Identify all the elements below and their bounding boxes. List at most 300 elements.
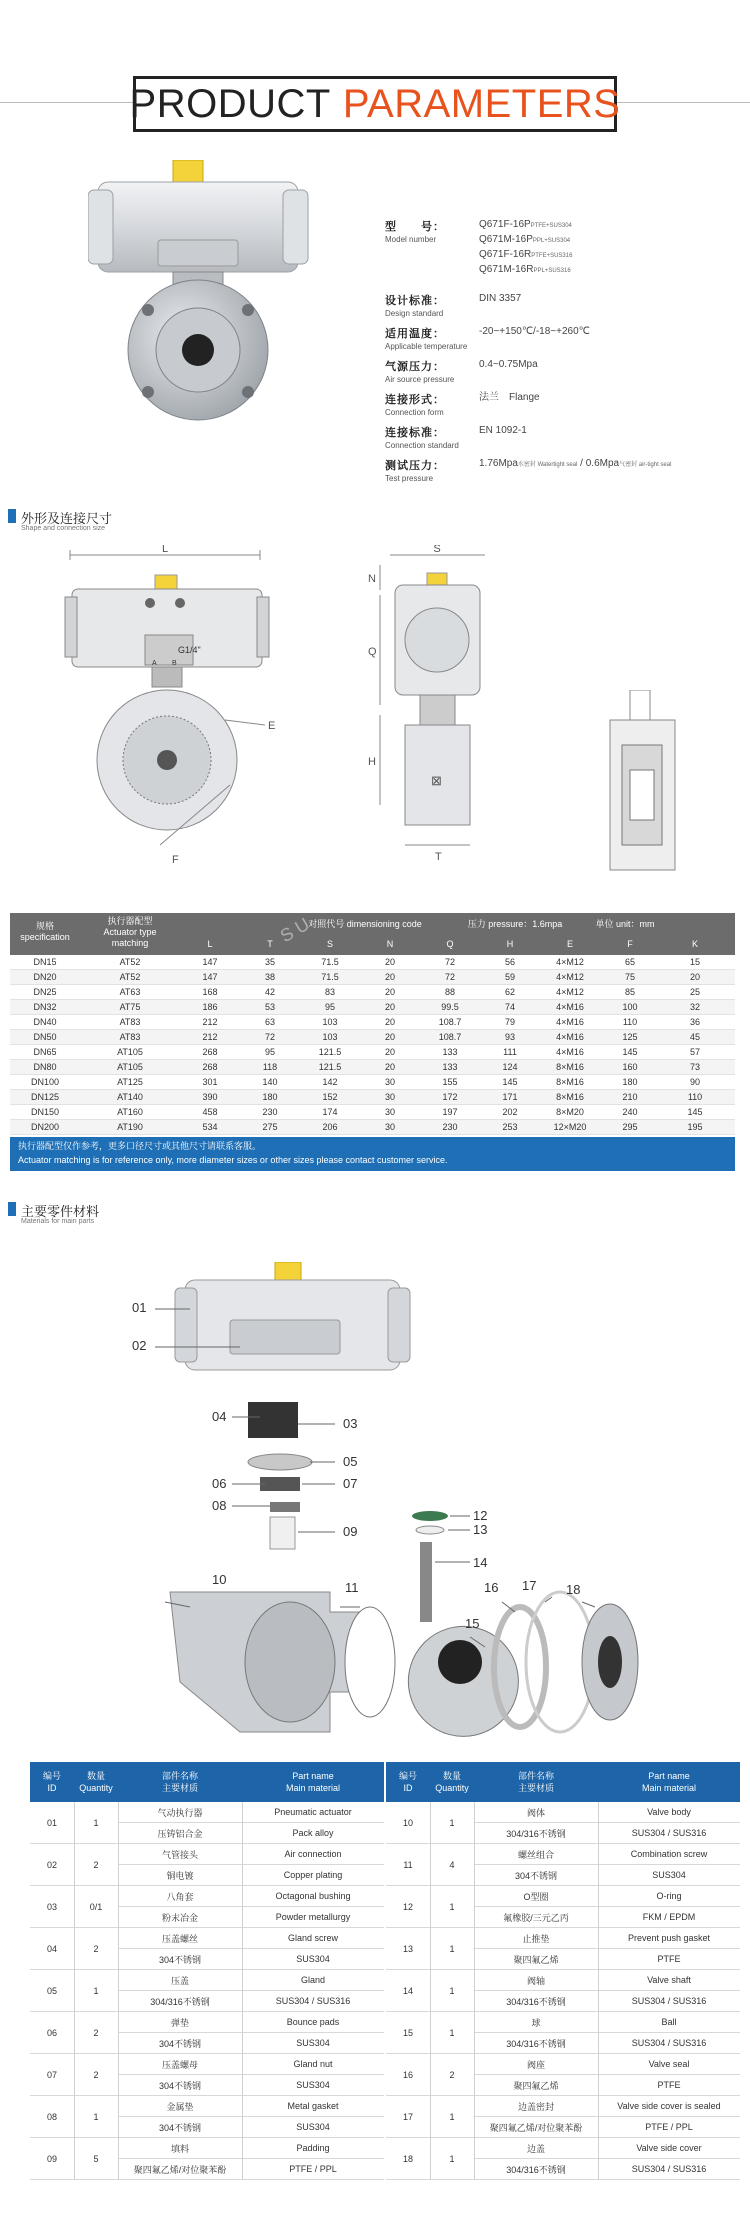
- dims-cell: 4×M16: [556, 1017, 584, 1027]
- header-rule-left: [0, 102, 133, 103]
- dims-cell: 20: [384, 972, 395, 982]
- dims-cell: 152: [322, 1092, 338, 1102]
- parts-header-qty: 数量 Quantity: [79, 1771, 113, 1793]
- part-label-07: 07: [343, 1476, 358, 1491]
- dims-cell: 8×M16: [556, 1092, 584, 1102]
- dims-cell: 100: [622, 1002, 638, 1012]
- part-name-zh: 阀轴: [474, 1970, 598, 1991]
- dims-cell: 275: [262, 1122, 278, 1132]
- part-label-15: 15: [465, 1616, 480, 1631]
- dims-cell: 458: [202, 1107, 218, 1117]
- dims-cell: 30: [384, 1107, 395, 1117]
- part-material-en: Powder metallurgy: [242, 1907, 384, 1928]
- part-material-zh: 304不锈钢: [474, 1865, 598, 1886]
- dims-cell: DN200: [30, 1122, 59, 1132]
- part-id: 09: [30, 2138, 74, 2180]
- part-id: 12: [386, 1886, 430, 1928]
- dims-note-en: Actuator matching is for reference only, more diameter sizes or other sizes please contact customer service.: [18, 1155, 448, 1165]
- part-name-en: Valve side cover: [598, 2138, 740, 2159]
- front-view-drawing: [60, 545, 290, 885]
- part-name-en: Gland nut: [242, 2054, 384, 2075]
- dims-cell: 108.7: [438, 1017, 462, 1027]
- dims-cell: 75: [624, 972, 635, 982]
- part-id: 08: [30, 2096, 74, 2138]
- part-name-en: Air connection: [242, 1844, 384, 1865]
- part-label-01: 01: [132, 1300, 147, 1315]
- dims-h-code: 对照代号 dimensioning code: [308, 919, 422, 929]
- part-material-zh: 聚四氟乙烯: [474, 1949, 598, 1970]
- dims-col-E: E: [566, 939, 573, 949]
- dims-cell: 72: [444, 957, 455, 967]
- part-qty: 4: [430, 1844, 474, 1886]
- part-id: 11: [386, 1844, 430, 1886]
- dims-cell: AT83: [119, 1032, 141, 1042]
- dims-cell: 83: [324, 987, 335, 997]
- product-photo-actuator-valve: [88, 160, 328, 450]
- part-qty: 2: [74, 2012, 118, 2054]
- dims-cell: 72: [264, 1032, 275, 1042]
- dims-cell: 93: [504, 1032, 515, 1042]
- dims-cell: 160: [622, 1062, 638, 1072]
- dims-cell: 71.5: [321, 972, 339, 982]
- dims-cell: 20: [384, 1002, 395, 1012]
- dims-row: [10, 1000, 735, 1015]
- part-id: 10: [386, 1802, 430, 1844]
- dims-cell: 53: [264, 1002, 275, 1012]
- part-material-en: PTFE / PPL: [598, 2117, 740, 2138]
- dims-cell: DN125: [30, 1092, 59, 1102]
- part-material-zh: 304不锈钢: [118, 2033, 242, 2054]
- part-qty: 1: [430, 2096, 474, 2138]
- part-name-zh: 弹垫: [118, 2012, 242, 2033]
- part-name-en: Valve seal: [598, 2054, 740, 2075]
- part-label-12: 12: [473, 1508, 488, 1523]
- part-material-zh: 304/316不锈钢: [118, 1991, 242, 2012]
- part-name-zh: 八角套: [118, 1886, 242, 1907]
- part-material-zh: 聚四氟乙烯/对位聚苯酚: [474, 2117, 598, 2138]
- dims-cell: 180: [622, 1077, 638, 1087]
- dims-row: [10, 955, 735, 970]
- part-name-en: Prevent push gasket: [598, 1928, 740, 1949]
- dims-cell: 301: [202, 1077, 218, 1087]
- svg-text:T: T: [435, 851, 442, 863]
- dims-cell: AT190: [117, 1122, 143, 1132]
- part-qty: 2: [74, 1844, 118, 1886]
- dims-cell: AT52: [119, 972, 141, 982]
- part-name-en: Octagonal bushing: [242, 1886, 384, 1907]
- title-word-product: PRODUCT: [129, 81, 331, 126]
- part-qty: 1: [430, 2012, 474, 2054]
- dims-cell: 42: [264, 987, 275, 997]
- svg-text:F: F: [172, 854, 179, 866]
- dims-cell: 88: [444, 987, 455, 997]
- part-qty: 1: [430, 2138, 474, 2180]
- part-qty: 0/1: [74, 1886, 118, 1928]
- part-label-17: 17: [522, 1578, 537, 1593]
- part-material-en: PTFE / PPL: [242, 2159, 384, 2180]
- svg-text:E: E: [268, 720, 276, 732]
- dims-cell: 230: [442, 1122, 458, 1132]
- spec-model: 型 号： Model number Q671F-16PPTFE+SUS304 Q671M-16PPPL+SUS304 Q671F-16RPTFE+SUS316 Q671M-16RPPL+SUS316: [385, 219, 573, 275]
- part-qty: 1: [430, 1886, 474, 1928]
- dims-row: [10, 1090, 735, 1105]
- dims-cell: 133: [442, 1047, 458, 1057]
- dims-h-actuator: 执行器配型 Actuator type matching: [103, 916, 157, 948]
- dims-cell: 20: [384, 1032, 395, 1042]
- part-id: 13: [386, 1928, 430, 1970]
- dims-cell: 36: [689, 1017, 700, 1027]
- part-name-zh: 止推垫: [474, 1928, 598, 1949]
- parts-header-id: 编号 ID: [398, 1771, 417, 1793]
- dims-cell: 210: [622, 1092, 638, 1102]
- dims-col-F: F: [627, 939, 633, 949]
- dims-row: [10, 1045, 735, 1060]
- part-material-en: SUS304 / SUS316: [598, 2159, 740, 2180]
- dims-cell: 30: [384, 1077, 395, 1087]
- parts-table-header: [386, 1762, 740, 1802]
- dims-cell: 103: [322, 1032, 338, 1042]
- dims-cell: AT75: [119, 1002, 141, 1012]
- side-view-drawing: [365, 545, 515, 895]
- parts-table-divider: [118, 1802, 119, 2180]
- dims-cell: 195: [687, 1122, 703, 1132]
- title-word-parameters: PARAMETERS: [342, 81, 621, 126]
- part-material-zh: 聚四氟乙烯/对位聚苯酚: [118, 2159, 242, 2180]
- dims-cell: 4×M16: [556, 1032, 584, 1042]
- spec-design-standard: 设计标准： Design standard DIN 3357: [385, 293, 522, 318]
- dims-cell: 121.5: [318, 1047, 342, 1057]
- dims-cell: 4×M12: [556, 972, 584, 982]
- parts-header-en: Part name Main material: [285, 1771, 341, 1793]
- spec-test-pressure: 测试压力： Test pressure 1.76Mpa水密封 Watertight seal / 0.6Mpa气密封 air-tight seal: [385, 458, 672, 483]
- part-material-zh: 304/316不锈钢: [474, 2159, 598, 2180]
- dims-cell: DN80: [33, 1062, 57, 1072]
- svg-text:H: H: [368, 756, 376, 768]
- dims-cell: 62: [504, 987, 515, 997]
- dims-cell: 197: [442, 1107, 458, 1117]
- dims-cell: 268: [202, 1062, 218, 1072]
- dims-cell: 118: [262, 1062, 278, 1072]
- dims-cell: 79: [504, 1017, 515, 1027]
- part-name-en: Ball: [598, 2012, 740, 2033]
- parts-table-divider: [598, 1802, 599, 2180]
- part-name-en: Valve shaft: [598, 1970, 740, 1991]
- part-material-en: PTFE: [598, 1949, 740, 1970]
- part-material-zh: 铜电镀: [118, 1865, 242, 1886]
- dims-cell: DN65: [33, 1047, 57, 1057]
- part-material-zh: 304/316不锈钢: [474, 1823, 598, 1844]
- dims-cell: 90: [689, 1077, 700, 1087]
- dims-cell: 30: [384, 1122, 395, 1132]
- part-label-16: 16: [484, 1580, 499, 1595]
- dims-cell: 253: [502, 1122, 518, 1132]
- part-id: 04: [30, 1928, 74, 1970]
- svg-text:G1/4": G1/4": [178, 645, 201, 655]
- dims-cell: 140: [262, 1077, 278, 1087]
- dims-cell: 20: [384, 1047, 395, 1057]
- dims-cell: 20: [384, 957, 395, 967]
- part-id: 05: [30, 1970, 74, 2012]
- spec-connection-form: 连接形式： Connection form 法兰 Flange: [385, 392, 540, 417]
- part-name-zh: 球: [474, 2012, 598, 2033]
- parts-table-divider: [242, 1802, 243, 2180]
- part-name-en: Valve side cover is sealed: [598, 2096, 740, 2117]
- part-name-zh: 金属垫: [118, 2096, 242, 2117]
- part-name-zh: 边盖密封: [474, 2096, 598, 2117]
- dims-cell: 20: [384, 987, 395, 997]
- dims-cell: 20: [384, 1062, 395, 1072]
- dims-cell: 212: [202, 1017, 218, 1027]
- dims-cell: 4×M16: [556, 1047, 584, 1057]
- part-name-zh: 填料: [118, 2138, 242, 2159]
- dims-cell: 4×M16: [556, 1002, 584, 1012]
- part-label-11: 11: [345, 1580, 359, 1595]
- part-name-zh: 阀体: [474, 1802, 598, 1823]
- part-material-zh: 304不锈钢: [118, 2117, 242, 2138]
- dims-cell: 20: [384, 1017, 395, 1027]
- dims-cell: 65: [624, 957, 635, 967]
- part-id: 01: [30, 1802, 74, 1844]
- dims-cell: 4×M12: [556, 957, 584, 967]
- dims-cell: AT52: [119, 957, 141, 967]
- dims-row: [10, 970, 735, 985]
- part-id: 02: [30, 1844, 74, 1886]
- dims-cell: 63: [264, 1017, 275, 1027]
- part-name-zh: 边盖: [474, 2138, 598, 2159]
- dims-cell: 206: [322, 1122, 338, 1132]
- dims-cell: DN150: [30, 1107, 59, 1117]
- dims-cell: 124: [502, 1062, 518, 1072]
- part-label-06: 06: [212, 1476, 227, 1491]
- dims-cell: 180: [262, 1092, 278, 1102]
- dims-cell: 30: [384, 1092, 395, 1102]
- dims-cell: AT160: [117, 1107, 143, 1117]
- dims-cell: 35: [264, 957, 275, 967]
- dims-cell: 390: [202, 1092, 218, 1102]
- dims-note: [10, 1137, 735, 1171]
- dims-cell: 145: [622, 1047, 638, 1057]
- dims-cell: 72: [444, 972, 455, 982]
- parts-header-zh: 部件名称 主要材质: [161, 1771, 198, 1793]
- part-label-02: 02: [132, 1338, 147, 1353]
- dims-cell: 59: [504, 972, 515, 982]
- dims-cell: 95: [324, 1002, 335, 1012]
- dims-cell: 108.7: [438, 1032, 462, 1042]
- dims-table-header: [10, 913, 735, 955]
- dims-cell: AT83: [119, 1017, 141, 1027]
- part-qty: 1: [74, 2096, 118, 2138]
- part-name-zh: 阀座: [474, 2054, 598, 2075]
- part-qty: 1: [430, 1970, 474, 2012]
- dims-cell: 15: [689, 957, 700, 967]
- dims-col-T: T: [267, 939, 273, 949]
- parts-table-divider: [74, 1802, 75, 2180]
- dims-row: [10, 1120, 735, 1135]
- dims-cell: DN100: [30, 1077, 59, 1087]
- dims-cell: 534: [202, 1122, 218, 1132]
- part-name-zh: O型圈: [474, 1886, 598, 1907]
- dims-cell: 171: [502, 1092, 518, 1102]
- dims-h-spec: 规格 specification: [20, 921, 70, 942]
- page-title: [129, 76, 621, 132]
- dims-row: [10, 1075, 735, 1090]
- part-label-13: 13: [473, 1522, 488, 1537]
- dims-row: [10, 1105, 735, 1120]
- spec-air-pressure: 气源压力： Air source pressure 0.4~0.75Mpa: [385, 359, 538, 384]
- dims-cell: 99.5: [441, 1002, 459, 1012]
- dims-cell: 125: [622, 1032, 638, 1042]
- part-id: 06: [30, 2012, 74, 2054]
- svg-text:B: B: [172, 660, 177, 667]
- part-material-en: SUS304: [242, 1949, 384, 1970]
- dims-cell: AT105: [117, 1062, 143, 1072]
- part-material-zh: 压铸铝合金: [118, 1823, 242, 1844]
- part-material-en: SUS304 / SUS316: [598, 2033, 740, 2054]
- parts-table-header: [30, 1762, 384, 1802]
- dims-cell: 56: [504, 957, 515, 967]
- part-material-en: SUS304: [242, 2075, 384, 2096]
- dims-cell: 4×M12: [556, 987, 584, 997]
- dims-cell: 8×M16: [556, 1077, 584, 1087]
- dims-cell: 142: [322, 1077, 338, 1087]
- svg-text:L: L: [161, 545, 169, 555]
- part-material-en: SUS304 / SUS316: [242, 1991, 384, 2012]
- dims-cell: 168: [202, 987, 218, 997]
- part-name-zh: 气动执行器: [118, 1802, 242, 1823]
- dims-cell: AT125: [117, 1077, 143, 1087]
- part-material-zh: 粉末冶金: [118, 1907, 242, 1928]
- part-material-en: Pack alloy: [242, 1823, 384, 1844]
- svg-text:S: S: [433, 545, 441, 555]
- part-name-en: Pneumatic actuator: [242, 1802, 384, 1823]
- dims-col-K: K: [691, 939, 698, 949]
- dims-cell: 38: [264, 972, 275, 982]
- svg-text:A: A: [152, 660, 157, 667]
- section-view-drawing: [600, 690, 690, 875]
- dims-cell: 85: [624, 987, 635, 997]
- dims-row: [10, 1060, 735, 1075]
- part-material-en: Copper plating: [242, 1865, 384, 1886]
- dims-cell: 45: [689, 1032, 700, 1042]
- part-id: 16: [386, 2054, 430, 2096]
- dims-cell: 8×M16: [556, 1062, 584, 1072]
- dims-h-pressure: 压力 pressure：1.6mpa: [467, 919, 563, 929]
- dims-cell: 73: [689, 1062, 700, 1072]
- dims-cell: 121.5: [318, 1062, 342, 1072]
- part-material-zh: 304不锈钢: [118, 1949, 242, 1970]
- part-name-en: Gland: [242, 1970, 384, 1991]
- dims-cell: 57: [689, 1047, 700, 1057]
- part-id: 14: [386, 1970, 430, 2012]
- dims-cell: 240: [622, 1107, 638, 1117]
- part-label-05: 05: [343, 1454, 358, 1469]
- dims-cell: 12×M20: [553, 1122, 587, 1132]
- part-name-en: Valve body: [598, 1802, 740, 1823]
- header-rule-right: [617, 102, 750, 103]
- parts-header-en: Part name Main material: [641, 1771, 697, 1793]
- dims-cell: 133: [442, 1062, 458, 1072]
- parts-header-zh: 部件名称 主要材质: [517, 1771, 554, 1793]
- dims-cell: 25: [689, 987, 700, 997]
- part-qty: 5: [74, 2138, 118, 2180]
- dims-cell: 111: [503, 1047, 517, 1057]
- part-label-10: 10: [212, 1572, 227, 1587]
- dims-row: [10, 1030, 735, 1045]
- part-material-en: SUS304: [242, 2033, 384, 2054]
- part-material-zh: 氟橡胶/三元乙丙: [474, 1907, 598, 1928]
- part-material-zh: 聚四氟乙烯: [474, 2075, 598, 2096]
- dims-cell: 20: [689, 972, 700, 982]
- part-name-en: O-ring: [598, 1886, 740, 1907]
- part-name-zh: 螺丝组合: [474, 1844, 598, 1865]
- part-name-en: Padding: [242, 2138, 384, 2159]
- part-label-18: 18: [566, 1582, 581, 1597]
- part-name-en: Bounce pads: [242, 2012, 384, 2033]
- dims-cell: 212: [202, 1032, 218, 1042]
- dims-cell: DN32: [33, 1002, 57, 1012]
- dims-cell: 174: [322, 1107, 338, 1117]
- dims-cell: 103: [322, 1017, 338, 1027]
- part-material-en: SUS304 / SUS316: [598, 1991, 740, 2012]
- part-material-en: PTFE: [598, 2075, 740, 2096]
- part-id: 18: [386, 2138, 430, 2180]
- part-material-zh: 304/316不锈钢: [474, 1991, 598, 2012]
- part-id: 03: [30, 1886, 74, 1928]
- parts-header-id: 编号 ID: [42, 1771, 61, 1793]
- parts-table-divider: [474, 1802, 475, 2180]
- dims-cell: DN15: [33, 957, 57, 967]
- part-name-zh: 压盖螺丝: [118, 1928, 242, 1949]
- dims-cell: DN20: [33, 972, 57, 982]
- part-material-zh: 304不锈钢: [118, 2075, 242, 2096]
- dims-cell: 110: [687, 1092, 703, 1102]
- part-label-04: 04: [212, 1409, 227, 1424]
- part-name-en: Gland screw: [242, 1928, 384, 1949]
- part-label-09: 09: [343, 1524, 358, 1539]
- watermark: S U: [276, 913, 313, 947]
- part-qty: 1: [74, 1802, 118, 1844]
- dims-cell: 172: [442, 1092, 458, 1102]
- dims-cell: 145: [502, 1077, 518, 1087]
- parts-table-divider: [430, 1802, 431, 2180]
- part-name-zh: 压盖: [118, 1970, 242, 1991]
- part-id: 15: [386, 2012, 430, 2054]
- part-material-en: SUS304 / SUS316: [598, 1823, 740, 1844]
- dims-cell: 295: [622, 1122, 638, 1132]
- part-label-08: 08: [212, 1498, 227, 1513]
- dims-note-zh: 执行器配型仅作参考，更多口径尺寸或其他尺寸请联系客服。: [18, 1141, 262, 1151]
- dims-col-S: S: [326, 939, 333, 949]
- dims-cell: DN25: [33, 987, 57, 997]
- dims-cell: 32: [689, 1002, 700, 1012]
- dims-cell: DN50: [33, 1032, 57, 1042]
- dims-col-N: N: [386, 939, 394, 949]
- part-label-03: 03: [343, 1416, 358, 1431]
- dims-cell: AT63: [119, 987, 141, 997]
- parts-header-qty: 数量 Quantity: [435, 1771, 469, 1793]
- dims-col-Q: Q: [446, 939, 454, 949]
- part-qty: 2: [74, 2054, 118, 2096]
- exploded-view-drawing: [120, 1262, 640, 1742]
- part-qty: 1: [430, 1802, 474, 1844]
- dims-cell: 110: [622, 1017, 638, 1027]
- part-name-zh: 压盖螺母: [118, 2054, 242, 2075]
- dims-cell: 230: [262, 1107, 278, 1117]
- part-qty: 2: [74, 1928, 118, 1970]
- dims-cell: 147: [202, 972, 218, 982]
- dims-col-H: H: [506, 939, 514, 949]
- dims-cell: 8×M20: [556, 1107, 584, 1117]
